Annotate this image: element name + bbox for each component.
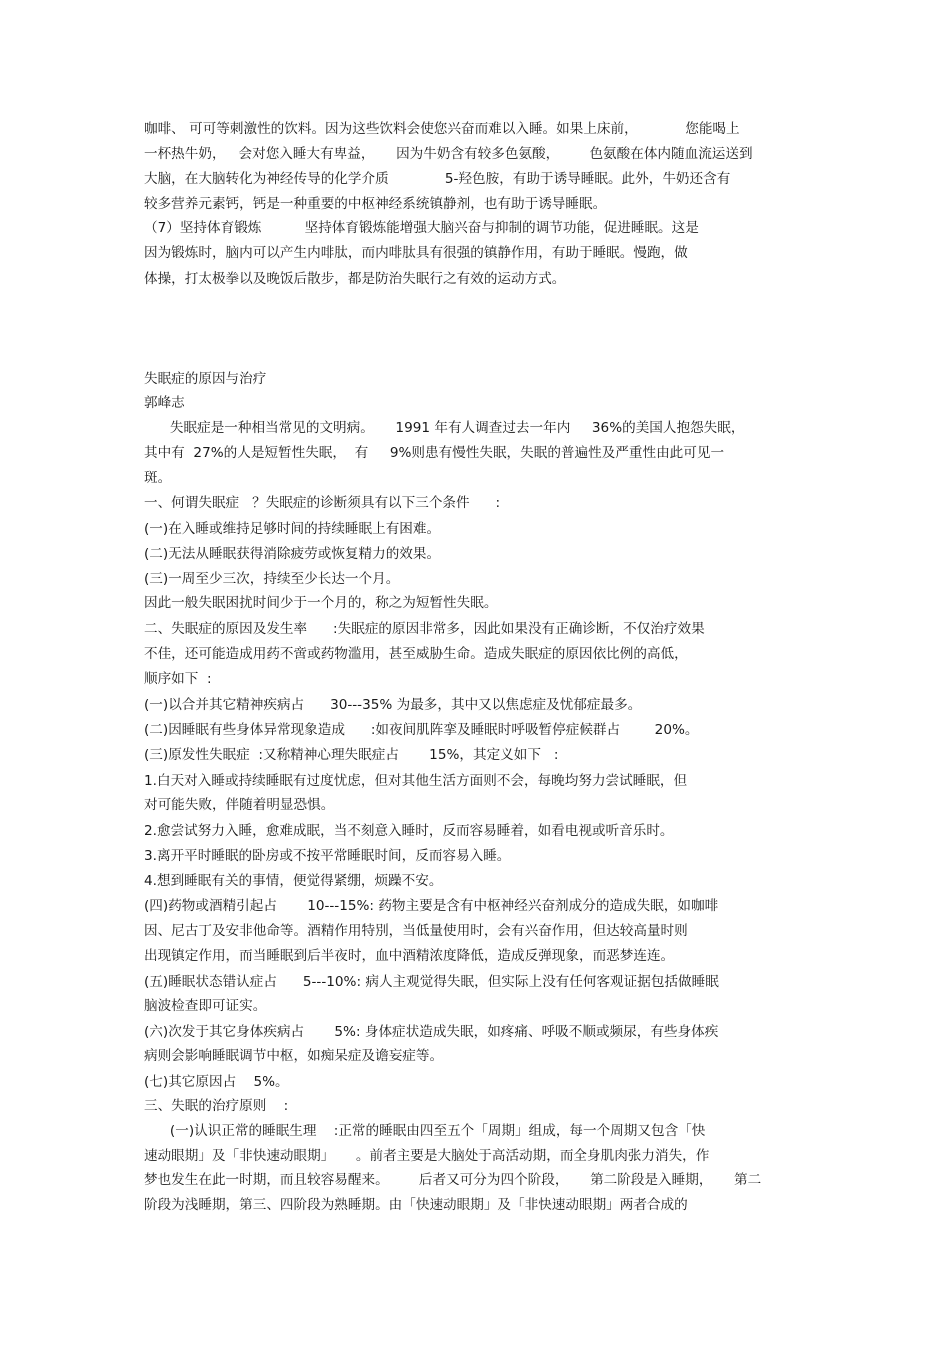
paragraph-line: (六)次发于其它身体疾病占 5%: 身体症状造成失眠，如疼痛、呼吸不顺或频尿，有些身体疾 bbox=[144, 1024, 719, 1040]
paragraph-line: 二、失眠症的原因及发生率 :失眠症的原因非常多，因此如果没有正确诊断，不仅治疗效果 bbox=[144, 621, 705, 637]
paragraph-line: 对可能失败，伴随着明显恐惧。 bbox=[144, 797, 335, 813]
paragraph-line: 因此一般失眠困扰时间少于一个月的，称之为短暂性失眠。 bbox=[144, 595, 498, 611]
paragraph-line: 失眠症是一种相当常见的文明病。 1991 年有人调查过去一年内 36%的美国人抱怨失眠， bbox=[144, 420, 745, 436]
paragraph-line: 2.愈尝试努力入睡，愈难成眠，当不刻意入睡时，反而容易睡着，如看电视或听音乐时。 bbox=[144, 823, 674, 839]
paragraph-line: 4.想到睡眠有关的事情，便觉得紧绷，烦躁不安。 bbox=[144, 873, 443, 889]
paragraph-line: 一杯热牛奶， 会对您入睡大有卑益， 因为牛奶含有较多色氨酸， 色氨酸在体内随血流运送到 bbox=[144, 146, 753, 162]
paragraph-line: 一、何谓失眠症 ？失眠症的诊断须具有以下三个条件 : bbox=[144, 495, 501, 511]
paragraph-line: 3.离开平时睡眠的卧房或不按平常睡眠时间，反而容易入睡。 bbox=[144, 848, 511, 864]
paragraph-line: (一)以合并其它精神疾病占 30---35% 为最多，其中又以焦虑症及忧郁症最多。 bbox=[144, 697, 642, 713]
paragraph-line: (二)无法从睡眠获得消除疲劳或恢复精力的效果。 bbox=[144, 546, 441, 562]
paragraph-line: 体操，打太极拳以及晚饭后散步，都是防治失眠行之有效的运动方式。 bbox=[144, 271, 566, 287]
paragraph-line: (三)一周至少三次，持续至少长达一个月。 bbox=[144, 571, 400, 587]
paragraph-line: 较多营养元素钙，钙是一种重要的中枢神经系统镇静剂，也有助于诱导睡眠。 bbox=[144, 196, 607, 212]
paragraph-line: 出现镇定作用，而当睡眠到后半夜时，血中酒精浓度降低，造成反弹现象，而恶梦连连。 bbox=[144, 948, 675, 964]
paragraph-line: 阶段为浅睡期，第三、四阶段为熟睡期。由「快速动眼期」及「非快速动眼期」两者合成的 bbox=[144, 1197, 688, 1213]
paragraph-line: 不佳，还可能造成用药不啻或药物滥用，甚至威胁生命。造成失眠症的原因依比例的高低， bbox=[144, 646, 688, 662]
paragraph-line: （7）坚持体育锻炼 坚持体育锻炼能增强大脑兴奋与抑制的调节功能，促进睡眠。这是 bbox=[144, 220, 699, 236]
paragraph-line: 咖啡、 可可等刺激性的饮料。因为这些饮料会使您兴奋而难以入睡。如果上床前， 您能喝上 bbox=[144, 121, 740, 137]
paragraph-line: (一)认识正常的睡眠生理 :正常的睡眠由四至五个「周期」组成，每一个周期又包含「快 bbox=[144, 1123, 706, 1139]
paragraph-line: 三、失眠的治疗原则 : bbox=[144, 1098, 289, 1114]
paragraph-line: 因、尼古丁及安非他命等。酒精作用特別，当低量使用时，会有兴奋作用，但达较高量时则 bbox=[144, 923, 688, 939]
paragraph-line: (四)药物或酒精引起占 10---15%: 药物主要是含有中枢神经兴奋剂成分的造成失眠，如咖啡 bbox=[144, 898, 719, 914]
paragraph-line: 因为锻炼时，脑内可以产生内啡肽，而内啡肽具有很强的镇静作用，有助于睡眠。慢跑，做 bbox=[144, 245, 688, 261]
paragraph-line: (七)其它原因占 5%。 bbox=[144, 1074, 289, 1090]
paragraph-line: (三)原发性失眠症 :又称精神心理失眠症占 15%，其定义如下 : bbox=[144, 747, 559, 763]
paragraph-line: 1.白天对入睡或持续睡眠有过度忧虑，但对其他生活方面则不会，每晚均努力尝试睡眠，但 bbox=[144, 773, 688, 789]
paragraph-line: 梦也发生在此一时期，而且较容易醒来。 后者又可分为四个阶段， 第二阶段是入睡期， 第二 bbox=[144, 1172, 762, 1188]
paragraph-line: 顺序如下 : bbox=[144, 671, 212, 687]
paragraph-line: 斑。 bbox=[144, 470, 172, 486]
article-title: 失眠症的原因与治疗 bbox=[144, 371, 267, 387]
paragraph-line: (二)因睡眠有些身体异常现象造成 :如夜间肌阵挛及睡眠时呼吸暂停症候群占 20%。 bbox=[144, 722, 699, 738]
paragraph-line: 大脑，在大脑转化为神经传导的化学介质 5-羟色胺，有助于诱导睡眠。此外，牛奶还含有 bbox=[144, 171, 731, 187]
paragraph-line: 速动眼期」及「非快速动眼期」 。前者主要是大脑处于高活动期，而全身肌肉张力消失，作 bbox=[144, 1148, 710, 1164]
paragraph-line: (五)睡眠状态错认症占 5---10%: 病人主观觉得失眠，但实际上没有任何客观证据包括做睡眠 bbox=[144, 974, 719, 990]
paragraph-line: 其中有 27%的人是短暂性失眠， 有 9%则患有慢性失眠，失眠的普遍性及严重性由此可见一 bbox=[144, 445, 725, 461]
paragraph-line: (一)在入睡或维持足够时间的持续睡眠上有困难。 bbox=[144, 521, 441, 537]
article-author: 郭峰志 bbox=[144, 395, 185, 411]
paragraph-line: 脑波检查即可证实。 bbox=[144, 998, 267, 1014]
paragraph-line: 病则会影响睡眠调节中枢，如痴呆症及谵妄症等。 bbox=[144, 1048, 444, 1064]
